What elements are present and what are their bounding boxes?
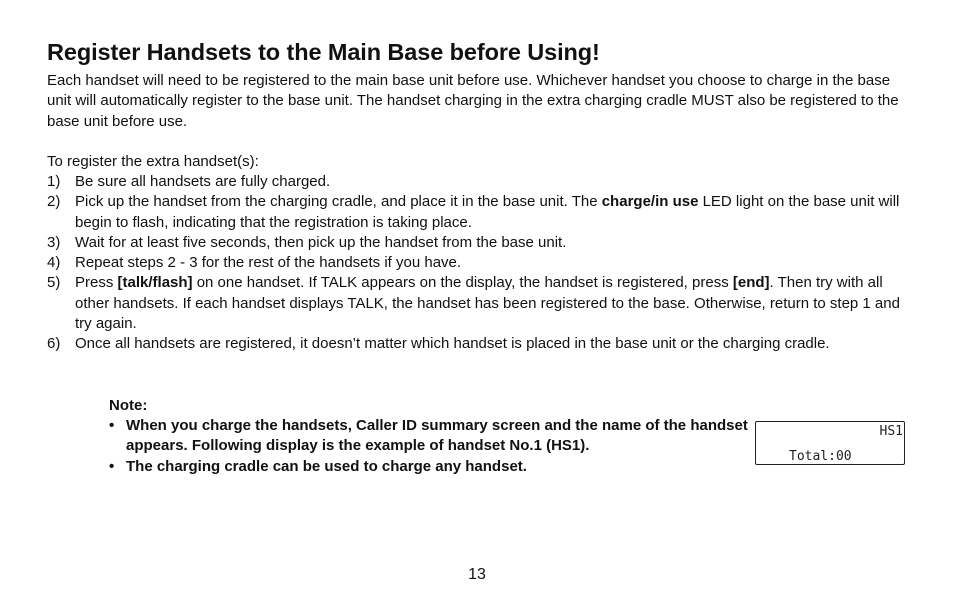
- note-text: The charging cradle can be used to charge any handset.: [126, 457, 527, 475]
- step-6: [47, 334, 917, 354]
- step-1: [47, 172, 917, 192]
- bullet: •: [109, 457, 115, 475]
- lcd-display-example: [755, 421, 905, 465]
- step-text: Wait for at least five seconds, then pick up the handset from the base unit.: [75, 233, 567, 251]
- led-label: charge/in use: [601, 193, 699, 211]
- step-4: [47, 253, 917, 273]
- bullet: •: [109, 417, 115, 434]
- note-item: [109, 457, 749, 477]
- intro-paragraph: Each handset will need to be registered to the main base unit before use. Whichever handset you choose to charge in the base unit will automatically register to the base unit. The handset charging in the extra charging cradle MUST also be registered to the base unit before use.: [47, 72, 899, 130]
- step-number: 1): [47, 173, 61, 190]
- step-number: 3): [47, 233, 61, 251]
- step-number: 5): [47, 274, 61, 292]
- step-text: . Then try with all other handsets. If each handset displays TALK, the handset has been registered to the base. Otherwise, return to step 1 and try again.: [75, 274, 900, 333]
- step-text: LED light on the base unit will begin to flash, indicating that the registration is taking place.: [75, 193, 900, 231]
- step-text: Be sure all handsets are fully charged.: [75, 173, 331, 190]
- step-text: Pick up the handset from the charging cradle, and place it in the base unit. The: [75, 193, 602, 211]
- step-number: 6): [47, 335, 61, 353]
- step-text: Repeat steps 2 - 3 for the rest of the handsets if you have.: [75, 254, 462, 272]
- note-title: Note:: [109, 397, 148, 414]
- steps-list: [47, 172, 917, 355]
- step-3: [47, 233, 917, 253]
- page-title: Register Handsets to the Main Base before Using!: [47, 39, 600, 65]
- note-list: [109, 416, 749, 477]
- lcd-handset-label: HS1: [879, 424, 903, 439]
- step-5: [47, 273, 917, 334]
- end-key: [end]: [732, 274, 770, 292]
- note-item: [109, 416, 749, 457]
- page-number: 13: [468, 566, 486, 583]
- lcd-total-readout: Total:00: [789, 449, 852, 464]
- talk-flash-key: [talk/flash]: [117, 274, 193, 292]
- step-text: Press: [75, 274, 118, 292]
- step-number: 2): [47, 193, 61, 211]
- step-number: 4): [47, 254, 61, 272]
- step-2: [47, 192, 917, 233]
- step-text: Once all handsets are registered, it doesn’t matter which handset is placed in the base unit or the charging cradle.: [75, 335, 830, 353]
- step-text: on one handset. If TALK appears on the display, the handset is registered, press: [192, 274, 733, 292]
- note-text: When you charge the handsets, Caller ID summary screen and the name of the handset appears. Following display is the example of handset No.1 (HS1).: [126, 417, 748, 455]
- steps-lead: To register the extra handset(s):: [47, 153, 259, 170]
